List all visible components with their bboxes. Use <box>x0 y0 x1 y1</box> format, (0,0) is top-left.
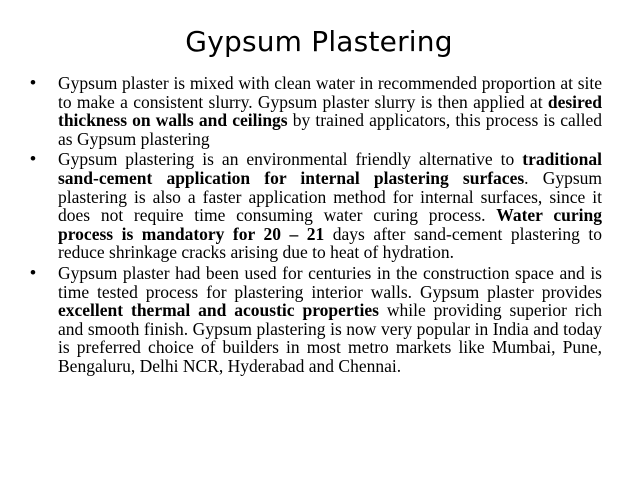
bullet-text: by trained applicators, this process is called as Gypsum plastering <box>58 110 602 149</box>
bullet-icon: • <box>30 262 36 282</box>
bullet-item <box>30 150 602 262</box>
bullet-list <box>30 74 602 378</box>
slide-title: Gypsum Plastering <box>185 25 453 58</box>
bullet-text: Gypsum plaster had been used for centuries in the construction space and is time tested process for plastering interior walls. Gypsum plaster provides <box>58 262 602 302</box>
bullet-text: . Gypsum plastering is also a faster application method for internal surfaces, since it does not require time consuming water curing process. <box>58 167 603 226</box>
bullet-icon: • <box>30 73 36 92</box>
bullet-item <box>30 74 602 148</box>
bullet-text: while providing superior rich and smooth finish. Gypsum plastering is now very popular in India and today is preferred choice of builders in most metro markets like Mumbai, Pune, Bengaluru, Delhi NCR, Hyderabad and Chennai. <box>58 300 603 376</box>
bullet-emphasis: desired thickness on walls and ceilings <box>58 91 602 131</box>
bullet-text: days after sand-cement plastering to reduce shrinkage cracks arising due to heat of hydration. <box>58 223 602 263</box>
bullet-text: Gypsum plastering is an environmental friendly alternative to <box>58 149 523 170</box>
bullet-emphasis: excellent thermal and acoustic properties <box>58 300 379 321</box>
bullet-item <box>30 264 602 376</box>
bullet-emphasis: Water curing process is mandatory for 20 – 21 <box>58 205 602 244</box>
bullet-emphasis: traditional sand-cement application for internal plastering surfaces <box>58 149 602 188</box>
bullet-text: Gypsum plaster is mixed with clean water in recommended proportion at site to make a consistent slurry. Gypsum plaster slurry is then applied at <box>58 73 602 112</box>
bullet-icon: • <box>30 149 36 169</box>
